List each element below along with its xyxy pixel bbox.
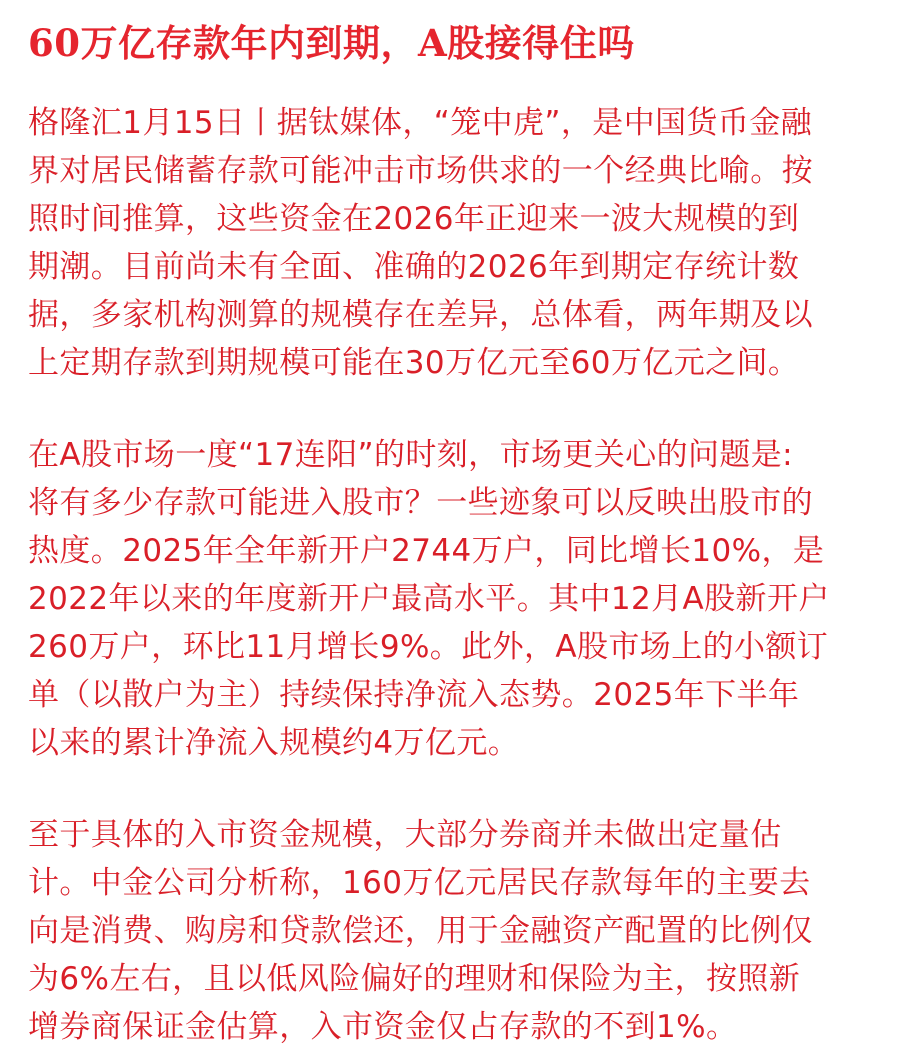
paragraph-line: 向是消费、购房和贷款偿还，用于金融资产配置的比例仅 <box>28 913 813 949</box>
paragraph-1 <box>28 99 882 387</box>
paragraph-line: 格隆汇1月15日丨据钛媒体，“笼中虎”，是中国货币金融 <box>28 105 813 141</box>
paragraph-line: 单（以散户为主）持续保持净流入态势。2025年下半年 <box>28 677 800 713</box>
paragraph-line: 260万户，环比11月增长9%。此外，A股市场上的小额订 <box>28 629 829 665</box>
paragraph-line: 为6%左右，且以低风险偏好的理财和保险为主，按照新 <box>28 961 801 997</box>
article-body <box>28 99 882 1051</box>
paragraph-line: 热度。2025年全年新开户2744万户，同比增长10%，是 <box>28 533 825 569</box>
paragraph-line: 界对居民储蓄存款可能冲击市场供求的一个经典比喻。按 <box>28 153 813 189</box>
article-title: 60万亿存款年内到期，A股接得住吗 <box>28 21 635 65</box>
paragraph-line: 至于具体的入市资金规模，大部分券商并未做出定量估 <box>28 817 782 853</box>
paragraph-line: 据，多家机构测算的规模存在差异，总体看，两年期及以 <box>28 297 813 333</box>
paragraph-line: 计。中金公司分析称，160万亿元居民存款每年的主要去 <box>28 865 811 901</box>
paragraph-line: 将有多少存款可能进入股市？一些迹象可以反映出股市的 <box>28 485 813 521</box>
paragraph-line: 增券商保证金估算，入市资金仅占存款的不到1%。 <box>28 1009 738 1045</box>
paragraph-3 <box>28 811 882 1051</box>
paragraph-line: 照时间推算，这些资金在2026年正迎来一波大规模的到 <box>28 201 800 237</box>
paragraph-line: 2022年以来的年度新开户最高水平。其中12月A股新开户 <box>28 581 830 617</box>
article-page <box>0 17 908 1045</box>
paragraph-2 <box>28 431 882 767</box>
paragraph-line: 在A股市场一度“17连阳”的时刻，市场更关心的问题是: <box>28 437 794 473</box>
paragraph-line: 以来的累计净流入规模约4万亿元。 <box>28 725 520 761</box>
paragraph-line: 上定期存款到期规模可能在30万亿元至60万亿元之间。 <box>28 345 800 381</box>
paragraph-line: 期潮。目前尚未有全面、准确的2026年到期定存统计数 <box>28 249 800 285</box>
